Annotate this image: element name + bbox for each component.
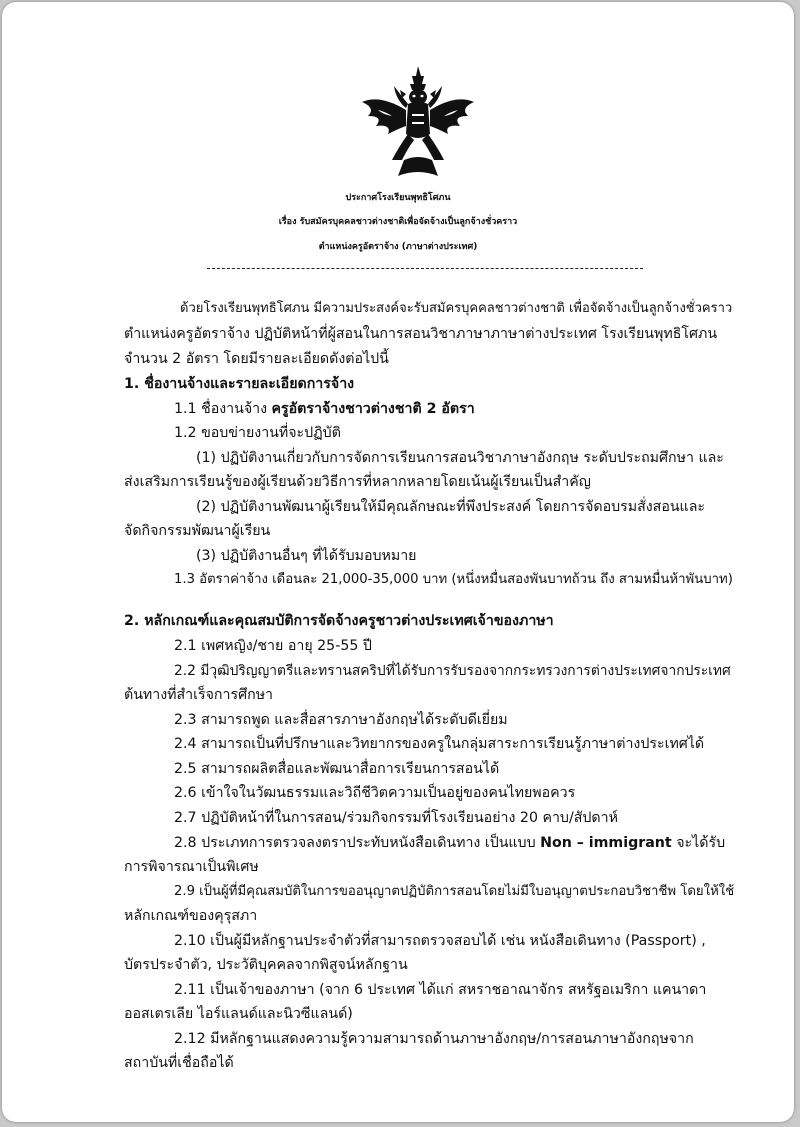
item-2-2-line: ต้นทางที่สำเร็จการศึกษา bbox=[124, 687, 274, 703]
item-2-2-line: 2.2 มีวุฒิปริญญาตรีและทรานสคริปที่ได้รับการรับรองจากกระทรวงการต่างประเทศจากประเทศ bbox=[174, 663, 731, 679]
duty-2-line: จัดกิจกรรมพัฒนาผู้เรียน bbox=[124, 523, 271, 539]
item-1-1-value: ครูอัตราจ้างชาวต่างชาติ 2 อัตรา bbox=[271, 401, 475, 417]
item-2-8-text-end: จะได้รับ bbox=[676, 835, 726, 851]
duty-2-line: (2) ปฏิบัติงานพัฒนาผู้เรียนให้มีคุณลักษณะที่พึงประสงค์ โดยการจัดอบรมสั่งสอนและ bbox=[196, 499, 706, 515]
garuda-emblem-icon bbox=[358, 64, 478, 178]
item-2-9-line: 2.9 เป็นผู้ที่มีคุณสมบัติในการขออนุญาตปฏิบัติการสอนโดยไม่มีใบอนุญาตประกอบวิชาชีพ โดยให้ใช้ bbox=[174, 884, 735, 899]
item-2-4: 2.4 สามารถเป็นที่ปรึกษาและวิทยากรของครูในกลุ่มสาระการเรียนรู้ภาษาต่างประเทศได้ bbox=[174, 736, 705, 752]
duty-3: (3) ปฏิบัติงานอื่นๆ ที่ได้รับมอบหมาย bbox=[196, 548, 417, 564]
header-divider bbox=[207, 268, 643, 269]
item-1-1 bbox=[174, 400, 475, 418]
item-2-8-cont: การพิจารณาเป็นพิเศษ bbox=[124, 859, 259, 875]
intro-line: ด้วยโรงเรียนพุทธิโศภน มีความประสงค์จะรับสมัครบุคคลชาวต่างชาติ เพื่อจัดจ้างเป็นลูกจ้างชั่วคราว bbox=[180, 301, 733, 316]
item-2-6: 2.6 เข้าใจในวัฒนธรรมและวิถีชีวิตความเป็นอยู่ของคนไทยพอควร bbox=[174, 785, 576, 801]
item-2-8-text: 2.8 ประเภทการตรวจลงตราประทับหนังสือเดินทาง เป็นแบบ bbox=[174, 835, 536, 851]
document-subject: เรื่อง รับสมัครบุคคลชาวต่างชาติเพื่อจัดจ้างเป็นลูกจ้างชั่วคราว bbox=[278, 217, 518, 227]
item-2-7: 2.7 ปฏิบัติหน้าที่ในการสอน/ร่วมกิจกรรมที่โรงเรียนอย่าง 20 คาบ/สัปดาห์ bbox=[174, 810, 618, 826]
item-2-5: 2.5 สามารถผลิตสื่อและพัฒนาสื่อการเรียนการสอนได้ bbox=[174, 761, 500, 777]
item-2-12-line: 2.12 มีหลักฐานแสดงความรู้ความสามารถด้านภาษาอังกฤษ/การสอนภาษาอังกฤษจาก bbox=[174, 1031, 694, 1047]
item-2-8 bbox=[174, 834, 725, 852]
intro-line: ตำแหน่งครูอัตราจ้าง ปฏิบัติหน้าที่ผู้สอนในการสอนวิชาภาษาภาษาต่างประเทศ โรงเรียนพุทธิโศภน bbox=[124, 326, 718, 342]
document-page bbox=[2, 2, 794, 1122]
item-2-10-line: 2.10 เป็นผู้มีหลักฐานประจำตัวที่สามารถตรวจสอบได้ เช่น หนังสือเดินทาง (Passport) , bbox=[174, 933, 706, 949]
document-title: ประกาศโรงเรียนพุทธิโศภน bbox=[345, 193, 451, 203]
item-2-3: 2.3 สามารถพูด และสื่อสารภาษาอังกฤษได้ระดับดีเยี่ยม bbox=[174, 712, 508, 728]
item-2-11-line: ออสเตรเลีย ไอร์แลนด์และนิวซีแลนด์) bbox=[124, 1006, 353, 1022]
item-2-11-line: 2.11 เป็นเจ้าของภาษา (จาก 6 ประเทศ ได้แก่ สหราชอาณาจักร สหรัฐอเมริกา แคนาดา bbox=[174, 982, 707, 998]
visa-type: Non – immigrant bbox=[540, 835, 672, 851]
item-2-10-line: บัตรประจำตัว, ประวัติบุคคลจากพิสูจน์หลักฐาน bbox=[124, 957, 408, 973]
item-1-2: 1.2 ขอบข่ายงานที่จะปฏิบัติ bbox=[174, 425, 341, 441]
item-2-1: 2.1 เพศหญิง/ชาย อายุ 25-55 ปี bbox=[174, 638, 372, 654]
item-1-3: 1.3 อัตราค่าจ้าง เดือนละ 21,000-35,000 บาท (หนึ่งหมื่นสองพันบาทถ้วน ถึง สามหมื่นห้าพันบาท) bbox=[174, 572, 733, 587]
item-1-1-label: 1.1 ชื่องานจ้าง bbox=[174, 401, 268, 417]
duty-1-line: (1) ปฏิบัติงานเกี่ยวกับการจัดการเรียนการสอนวิชาภาษาอังกฤษ ระดับประถมศึกษา และ bbox=[196, 450, 724, 466]
intro-line: จำนวน 2 อัตรา โดยมีรายละเอียดดังต่อไปนี้ bbox=[124, 351, 389, 367]
item-2-12-line: สถาบันที่เชื่อถือได้ bbox=[124, 1055, 234, 1071]
item-2-9-line: หลักเกณฑ์ของคุรุสภา bbox=[124, 908, 258, 924]
section-1-heading: 1. ชื่องานจ้างและรายละเอียดการจ้าง bbox=[124, 376, 355, 392]
duty-1-line: ส่งเสริมการเรียนรู้ของผู้เรียนด้วยวิธีการที่หลากหลายโดยเน้นผู้เรียนเป็นสำคัญ bbox=[124, 474, 591, 490]
document-position: ตำแหน่งครูอัตราจ้าง (ภาษาต่างประเทศ) bbox=[318, 242, 478, 252]
section-2-heading: 2. หลักเกณฑ์และคุณสมบัติการจัดจ้างครูชาวต่างประเทศเจ้าของภาษา bbox=[124, 613, 554, 629]
